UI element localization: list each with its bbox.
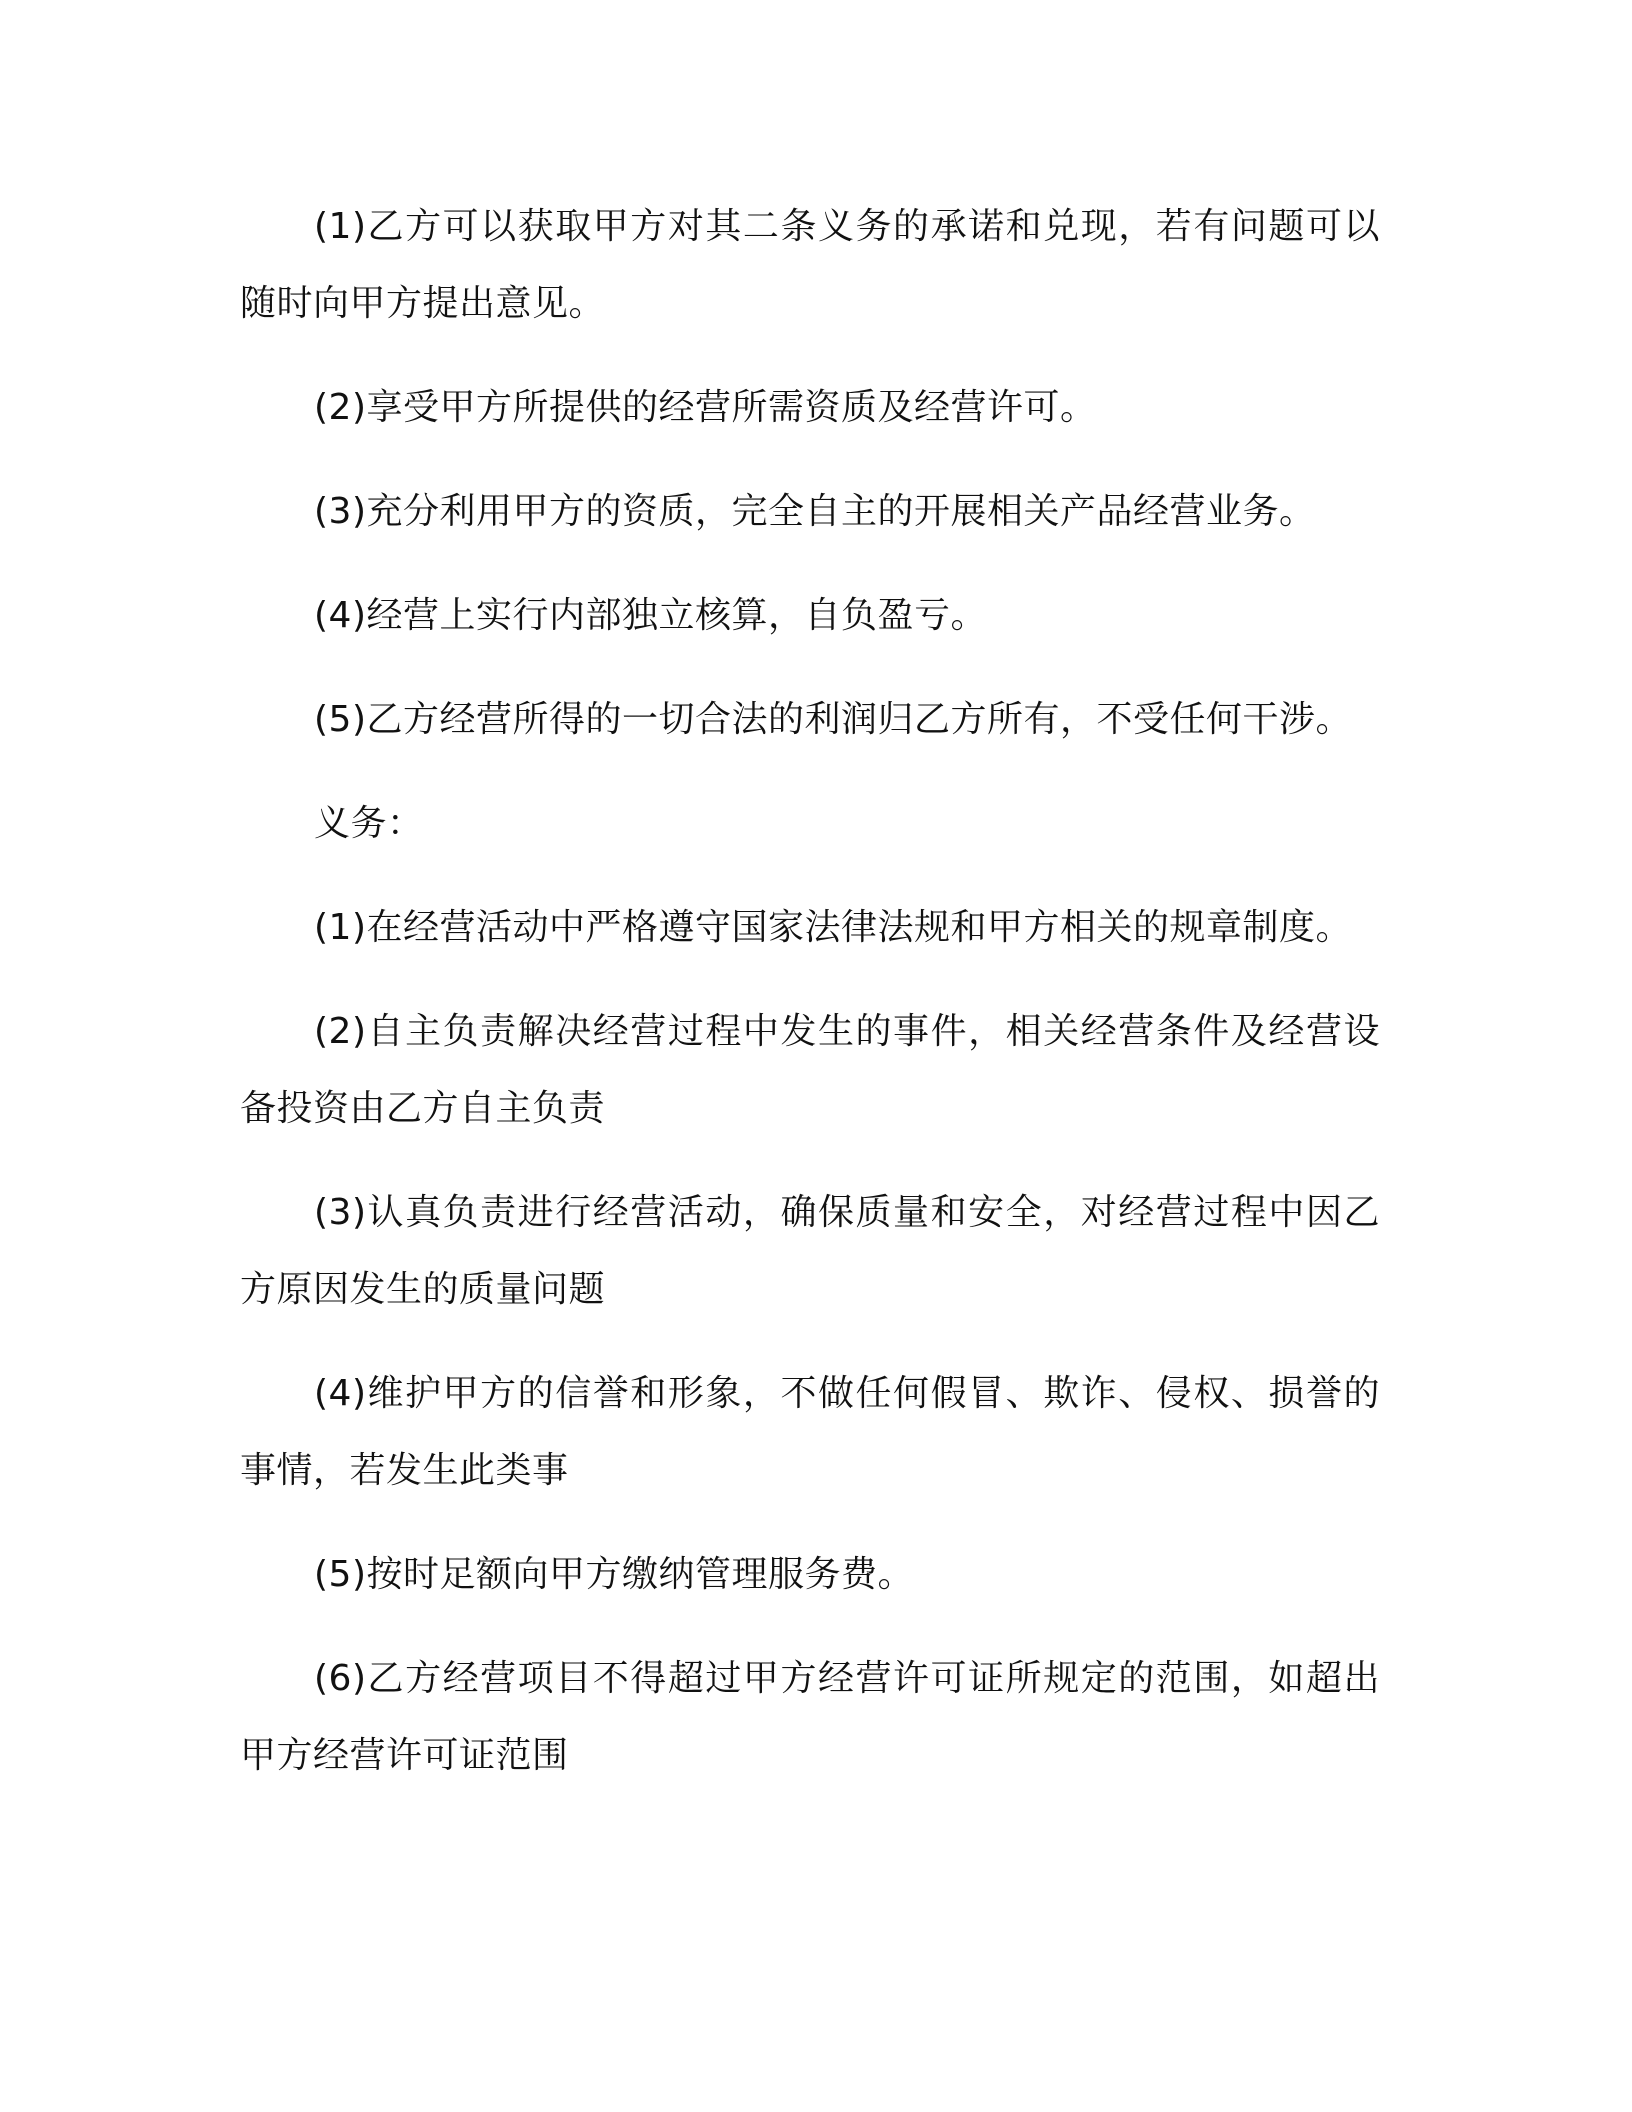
- paragraph-obligation-4: (4)维护甲方的信誉和形象，不做任何假冒、欺诈、侵权、损誉的事情，若发生此类事: [240, 1373, 1380, 1491]
- paragraph-obligation-5: (5)按时足额向甲方缴纳管理服务费。: [314, 1554, 914, 1595]
- section-heading-obligations: 义务：: [314, 803, 424, 844]
- paragraph-obligation-3: (3)认真负责进行经营活动，确保质量和安全，对经营过程中因乙方原因发生的质量问题: [240, 1192, 1380, 1310]
- paragraph-right-5: (5)乙方经营所得的一切合法的利润归乙方所有，不受任何干涉。: [314, 699, 1352, 740]
- paragraph-obligation-6: (6)乙方经营项目不得超过甲方经营许可证所规定的范围，如超出甲方经营许可证范围: [240, 1658, 1380, 1776]
- paragraph-obligation-2: (2)自主负责解决经营过程中发生的事件，相关经营条件及经营设备投资由乙方自主负责: [240, 1011, 1380, 1129]
- paragraph-right-3: (3)充分利用甲方的资质，完全自主的开展相关产品经营业务。: [314, 491, 1316, 532]
- paragraph-right-4: (4)经营上实行内部独立核算，自负盈亏。: [314, 595, 987, 636]
- document-body: [240, 188, 1380, 1821]
- paragraph-right-1: (1)乙方可以获取甲方对其二条义务的承诺和兑现，若有问题可以随时向甲方提出意见。: [240, 206, 1380, 324]
- paragraph-obligation-1: (1)在经营活动中严格遵守国家法律法规和甲方相关的规章制度。: [314, 907, 1352, 948]
- paragraph-right-2: (2)享受甲方所提供的经营所需资质及经营许可。: [314, 387, 1097, 428]
